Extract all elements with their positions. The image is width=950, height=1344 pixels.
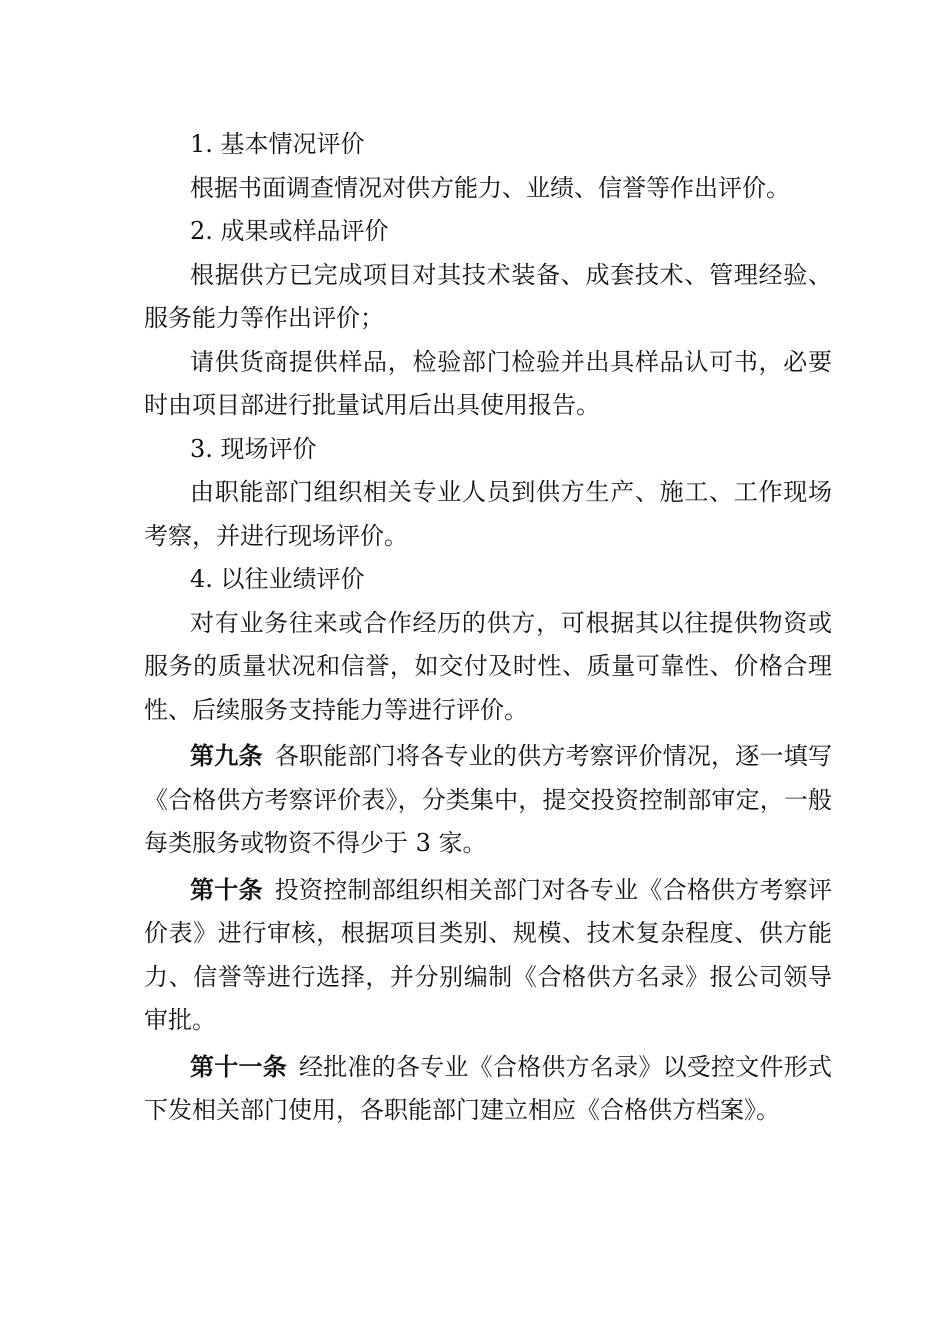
paragraph-body-3 bbox=[144, 471, 832, 558]
article-text: 投资控制部组织相关部门对各专业《合格供方考察评价表》进行审核，根据项目类别、规模、技术复杂程度、供方能力、信誉等进行选择，并分别编制《合格供方名录》报公司领导审批。 bbox=[144, 875, 833, 1034]
paragraph-text: 请供货商提供样品，检验部门检验并出具样品认可书，必要时由项目部进行批量试用后出具使用报告。 bbox=[144, 347, 832, 419]
paragraph-heading-3 bbox=[144, 428, 832, 472]
paragraph-heading-1 bbox=[144, 123, 832, 167]
paragraph-text: 3. 现场评价 bbox=[190, 434, 317, 463]
paragraph-text: 根据书面调查情况对供方能力、业绩、信誉等作出评价。 bbox=[190, 173, 790, 202]
paragraph-body-2a bbox=[144, 254, 832, 341]
paragraph-text: 4. 以往业绩评价 bbox=[190, 565, 365, 593]
paragraph-heading-4 bbox=[144, 558, 832, 602]
paragraph-text: 由职能部门组织相关专业人员到供方生产、施工、工作现场考察，并进行现场评价。 bbox=[144, 478, 832, 550]
article-10 bbox=[144, 868, 832, 1043]
article-11 bbox=[144, 1045, 832, 1133]
article-label: 第十条 bbox=[190, 874, 263, 904]
paragraph-text: 根据供方已完成项目对其技术装备、成套技术、管理经验、服务能力等作出评价； bbox=[144, 260, 832, 332]
paragraph-body-4 bbox=[144, 602, 832, 733]
paragraph-text: 对有业务往来或合作经历的供方，可根据其以往提供物资或服务的质量状况和信誉，如交付及时性、质量可靠性、价格合理性、后续服务支持能力等进行评价。 bbox=[144, 608, 832, 724]
paragraph-text: 2. 成果或样品评价 bbox=[190, 217, 389, 245]
article-text: 各职能部门将各专业的供方考察评价情况，逐一填写《合格供方考察评价表》，分类集中，提交投资控制部审定，一般每类服务或物资不得少于 3 家。 bbox=[144, 742, 833, 857]
article-9 bbox=[144, 734, 832, 866]
paragraph-body-2b bbox=[144, 341, 832, 428]
article-text: 经批准的各专业《合格供方名录》以受控文件形式下发相关部门使用，各职能部门建立相应《合格供方档案》。 bbox=[144, 1052, 833, 1124]
article-label: 第九条 bbox=[190, 741, 263, 770]
document-body bbox=[144, 123, 832, 1133]
paragraph-text: 1. 基本情况评价 bbox=[190, 130, 365, 158]
paragraph-heading-2 bbox=[144, 210, 832, 254]
article-label: 第十一条 bbox=[190, 1051, 287, 1081]
paragraph-body-1 bbox=[144, 167, 832, 211]
